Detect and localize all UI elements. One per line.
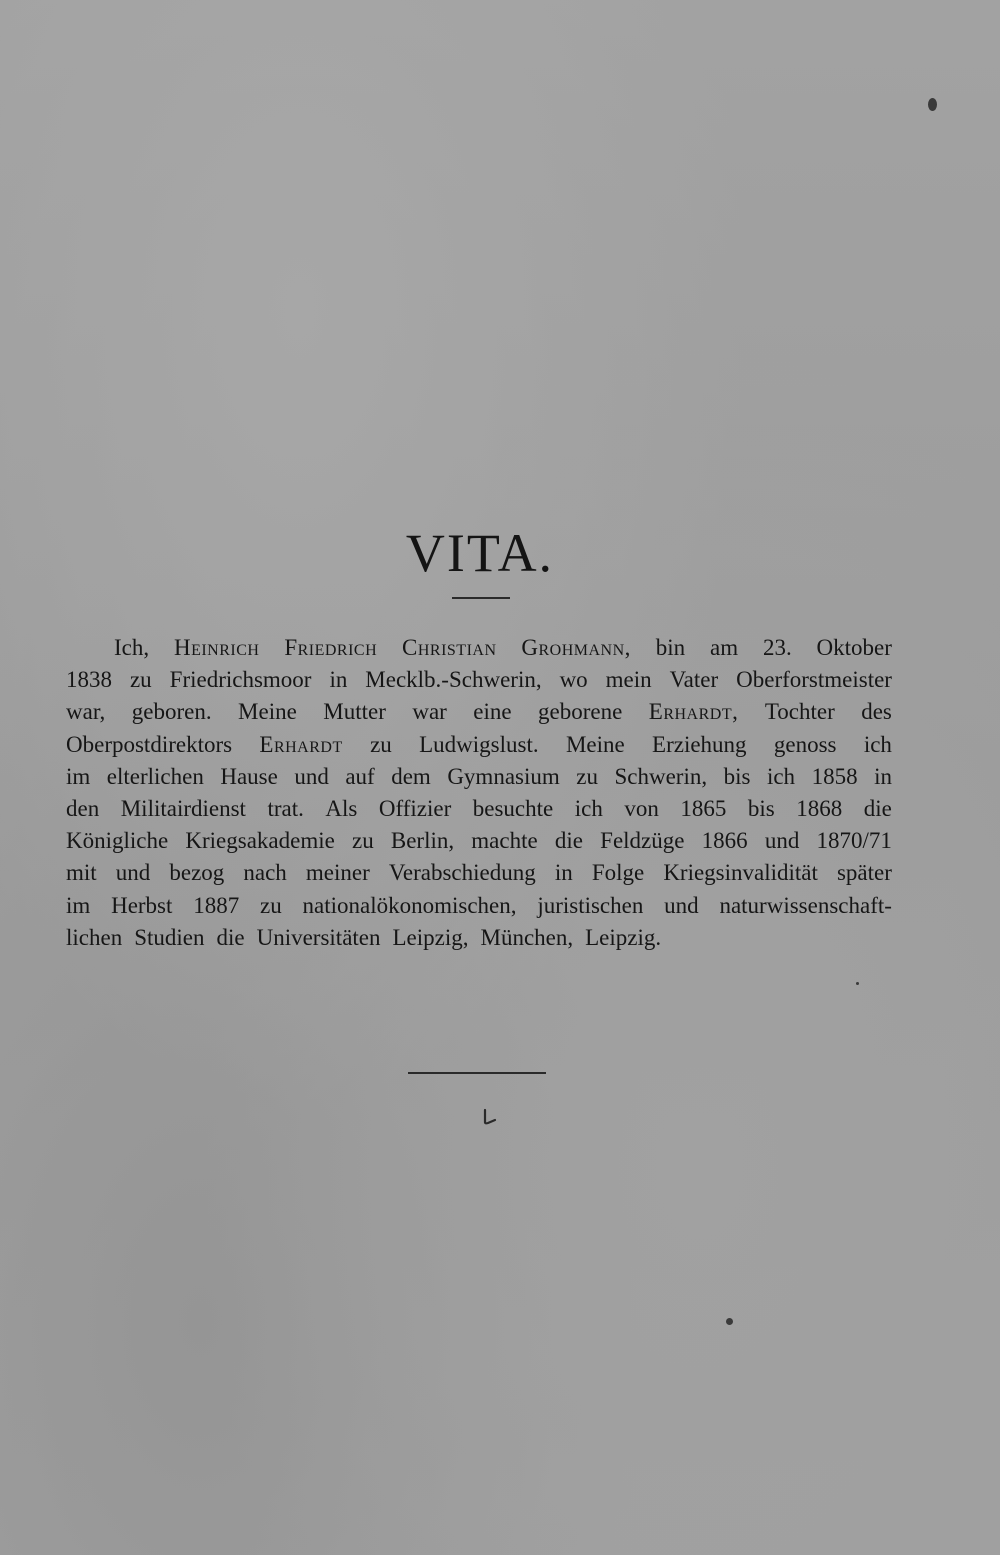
paragraph-word: Kriegsakademie	[185, 828, 335, 854]
paragraph-word: Als	[325, 795, 358, 821]
paragraph-word: Erziehung	[652, 731, 747, 757]
paragraph-word: Hause	[220, 763, 278, 789]
paragraph-word: bis	[747, 795, 775, 821]
paragraph-line	[66, 761, 892, 793]
paragraph-word: die	[554, 828, 583, 854]
paragraph-word: 1866	[701, 828, 748, 854]
paragraph-line	[66, 825, 892, 857]
paragraph-word: Feldzüge	[600, 828, 685, 854]
paragraph-word: bezog	[169, 860, 225, 886]
paragraph-word: besuchte	[472, 795, 554, 821]
paragraph-word: München,	[480, 924, 574, 950]
paragraph-word: ich	[574, 795, 603, 821]
paragraph-word: Folge	[591, 860, 645, 886]
paragraph-word: zu	[576, 763, 598, 789]
paragraph-word: und	[664, 892, 699, 918]
paragraph-word: wo	[559, 667, 588, 693]
paragraph-word: Grohmann,	[521, 635, 631, 660]
paragraph-word: Studien	[134, 924, 205, 950]
paragraph-word: 1865	[680, 795, 727, 821]
title-divider	[452, 597, 510, 599]
paragraph-word: 1887	[193, 892, 240, 918]
paragraph-word: Erhardt,	[648, 699, 739, 725]
paragraph-word: die	[863, 795, 892, 821]
paragraph-word: im	[66, 763, 91, 789]
paragraph-line	[66, 922, 892, 954]
paragraph-word: zu	[260, 892, 282, 918]
paragraph-word: Königliche	[66, 828, 169, 854]
paragraph-line	[66, 696, 892, 728]
paragraph-word: auf	[345, 763, 375, 789]
paragraph-word: Herbst	[111, 892, 173, 918]
paragraph-word: Militairdienst	[120, 795, 246, 821]
paragraph-word: nach	[243, 860, 287, 886]
paragraph-word: Vater	[669, 667, 719, 693]
paragraph-word: ich	[863, 731, 892, 757]
paragraph-word: zu	[129, 667, 152, 693]
paragraph-word: Oktober	[816, 635, 892, 660]
paragraph-word: Friedrich	[284, 635, 378, 660]
paragraph-line	[66, 793, 892, 825]
paragraph-word: geborene	[538, 699, 623, 725]
paper-speck	[726, 1318, 733, 1325]
paragraph-word: Offizier	[378, 795, 452, 821]
paragraph-word: den	[66, 795, 100, 821]
paragraph-word: mein	[605, 667, 652, 693]
paragraph-word: Tochter	[764, 699, 835, 725]
paragraph-word: bin	[655, 635, 686, 660]
paragraph-word: die	[216, 924, 245, 950]
paragraph-word: geboren.	[131, 699, 212, 725]
paragraph-word: 1870/71	[816, 828, 892, 854]
paragraph-word: Christian	[402, 635, 497, 660]
paragraph-word: lichen	[66, 924, 123, 950]
paragraph-word: zu	[370, 731, 392, 757]
paragraph-word: Ich,	[114, 635, 150, 660]
page-title: VITA.	[405, 523, 555, 583]
paragraph-word: bis	[723, 763, 751, 789]
paragraph-word: des	[861, 699, 892, 725]
paragraph-word: Leipzig,	[392, 924, 469, 950]
closing-divider	[408, 1072, 546, 1074]
paragraph-word: genoss	[773, 731, 837, 757]
paragraph-word: in	[554, 860, 573, 886]
paragraph-word: nationalökonomischen,	[302, 892, 517, 918]
paragraph-word: am	[710, 635, 739, 660]
paragraph-word: elterlichen	[106, 763, 204, 789]
paragraph-word: Berlin,	[390, 828, 455, 854]
paragraph-word: später	[836, 860, 892, 886]
paragraph-word: Oberpostdirektors	[66, 731, 233, 757]
paragraph-word: Meine	[565, 731, 625, 757]
paragraph-word: Kriegsinvalidität	[663, 860, 818, 886]
paragraph-word: und	[294, 763, 329, 789]
paragraph-word: zu	[351, 828, 374, 854]
paragraph-word: Mutter	[323, 699, 386, 725]
paragraph-word: Meine	[238, 699, 297, 725]
paragraph-word: naturwissenschaft-	[719, 892, 892, 918]
paper-speck	[928, 98, 937, 111]
paragraph-word: Oberforstmeister	[736, 667, 892, 693]
paragraph-word: und	[764, 828, 800, 854]
paragraph-line	[66, 729, 892, 761]
paragraph-word: Leipzig.	[585, 924, 662, 950]
paragraph-word: 1868	[796, 795, 843, 821]
paragraph-word: meiner	[305, 860, 370, 886]
paragraph-word: und	[115, 860, 151, 886]
vita-paragraph	[66, 632, 892, 954]
end-mark-icon	[482, 1108, 498, 1126]
paragraph-line	[66, 857, 892, 889]
paragraph-word: ich	[766, 763, 796, 789]
paragraph-word: 1858	[811, 763, 858, 789]
paragraph-word: Friedrichsmoor	[169, 667, 312, 693]
paragraph-word: mit	[66, 860, 97, 886]
paragraph-word: in	[874, 763, 892, 789]
paragraph-word: 23.	[762, 635, 792, 660]
paragraph-word: von	[624, 795, 659, 821]
paragraph-word: eine	[473, 699, 512, 725]
paragraph-line	[66, 664, 892, 696]
paragraph-word: trat.	[267, 795, 304, 821]
paragraph-word: im	[66, 892, 91, 918]
paragraph-word: Erhardt	[259, 731, 343, 757]
paragraph-word: Gymnasium	[447, 763, 560, 789]
paragraph-word: Ludwigslust.	[419, 731, 539, 757]
paragraph-word: dem	[391, 763, 431, 789]
paragraph-line	[66, 890, 892, 922]
paragraph-word: war	[412, 699, 447, 725]
paragraph-word: 1838	[66, 667, 112, 693]
paragraph-word: Schwerin,	[614, 763, 708, 789]
paragraph-word: in	[329, 667, 348, 693]
paragraph-word: Universitäten	[256, 924, 381, 950]
paragraph-word: machte	[471, 828, 538, 854]
paper-speck	[856, 982, 859, 985]
paragraph-word: Mecklb.-Schwerin,	[365, 667, 542, 693]
paragraph-line	[66, 632, 892, 664]
paragraph-word: war,	[66, 699, 106, 725]
paragraph-word: juristischen	[537, 892, 644, 918]
paragraph-word: Verabschiedung	[388, 860, 536, 886]
paragraph-word: Heinrich	[173, 635, 260, 660]
